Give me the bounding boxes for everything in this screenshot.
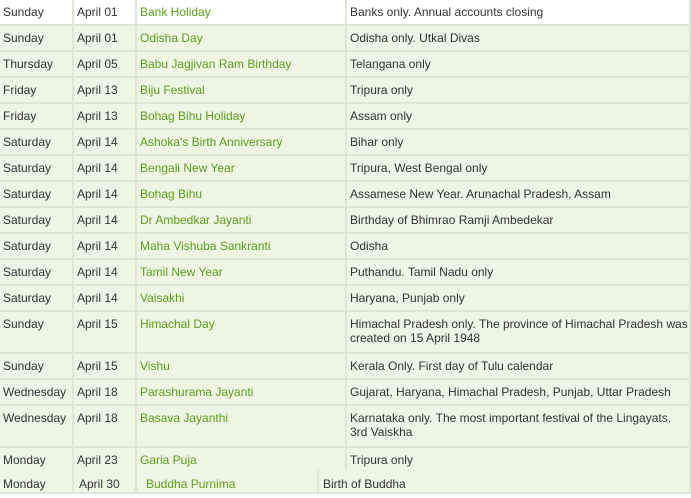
note-text: Gujarat, Haryana, Himachal Pradesh, Punjab, Uttar Pradesh: [350, 385, 671, 399]
day-cell: [0, 260, 74, 286]
table-row: [0, 312, 691, 354]
note-cell: [347, 286, 691, 312]
date-cell: [74, 380, 137, 406]
holiday-name-link[interactable]: Basava Jayanthi: [140, 411, 229, 425]
date-text: April 18: [77, 411, 118, 425]
name-cell: [137, 52, 347, 78]
holiday-name-link[interactable]: Maha Vishuba Sankranti: [140, 239, 271, 253]
note-text: Telangana only: [350, 57, 431, 71]
holiday-name-link[interactable]: Vaisakhi: [140, 291, 185, 305]
holiday-name-link[interactable]: Babu Jagjivan Ram Birthday: [140, 57, 292, 71]
day-cell: [0, 0, 74, 26]
day-text: Saturday: [3, 239, 52, 253]
note-text: Tripura only: [350, 83, 413, 97]
day-text: Wednesday: [3, 385, 67, 399]
note-text: Odisha only. Utkal Divas: [350, 31, 480, 45]
table-row: [0, 0, 691, 26]
date-text: April 14: [77, 187, 118, 201]
date-cell: [74, 26, 137, 52]
name-cell: [137, 234, 347, 260]
day-text: Monday: [3, 453, 46, 467]
note-text: Kerala Only. First day of Tulu calendar: [350, 359, 554, 373]
table-row: [0, 208, 691, 234]
note-cell: [347, 260, 691, 286]
name-cell: [137, 260, 347, 286]
day-text: Sunday: [3, 31, 44, 45]
holiday-name-link[interactable]: Garia Puja: [140, 453, 197, 467]
name-cell: [137, 130, 347, 156]
date-text: April 15: [77, 317, 118, 331]
name-cell: [137, 312, 347, 354]
holiday-name-link[interactable]: Bank Holiday: [140, 5, 211, 19]
date-text: April 13: [77, 109, 118, 123]
table-row: [0, 26, 691, 52]
day-text: Saturday: [3, 265, 52, 279]
note-text: Karnataka only. The most important festival of the Lingayats. 3rd Vaiskha: [350, 411, 672, 439]
date-text: April 14: [77, 265, 118, 279]
date-cell: [74, 312, 137, 354]
day-text: Sunday: [3, 5, 44, 19]
date-cell: [74, 286, 137, 312]
date-text: April 14: [77, 213, 118, 227]
name-cell: [137, 354, 347, 380]
day-cell: [0, 286, 74, 312]
day-cell: [0, 78, 74, 104]
day-text: Friday: [3, 83, 37, 97]
note-text: Himachal Pradesh only. The province of Himachal Pradesh was created on 15 April 1948: [350, 317, 688, 345]
date-text: April 14: [77, 135, 118, 149]
holiday-name-link[interactable]: Biju Festival: [140, 83, 205, 97]
date-cell: [74, 0, 137, 26]
note-cell: [347, 234, 691, 260]
date-text: April 18: [77, 385, 118, 399]
day-cell: [0, 130, 74, 156]
table-row: [0, 234, 691, 260]
date-cell: [74, 354, 137, 380]
table-row: [0, 156, 691, 182]
name-cell: [137, 182, 347, 208]
name-cell: [137, 406, 347, 448]
name-cell: [137, 380, 347, 406]
date-text: April 14: [77, 291, 118, 305]
day-text: Saturday: [3, 135, 52, 149]
holiday-name-link[interactable]: Dr Ambedkar Jayanti: [140, 213, 252, 227]
note-text: Birthday of Bhimrao Ramji Ambedekar: [350, 213, 554, 227]
note-cell: [347, 354, 691, 380]
note-cell: [347, 312, 691, 354]
holiday-name-link[interactable]: Buddha Purnima: [146, 477, 236, 491]
day-text: Sunday: [3, 359, 44, 373]
note-text: Assamese New Year. Arunachal Pradesh, Assam: [350, 187, 611, 201]
table-row: [0, 182, 691, 208]
date-cell: [74, 130, 137, 156]
day-text: Sunday: [3, 317, 44, 331]
note-cell: [347, 406, 691, 448]
table-row: [0, 260, 691, 286]
day-cell: [0, 312, 74, 354]
date-text: April 13: [77, 83, 118, 97]
note-text: Assam only: [350, 109, 413, 123]
table-row-buddha-purnima: [0, 470, 691, 496]
date-cell: [74, 156, 137, 182]
day-cell: [0, 26, 74, 52]
date-cell: [74, 182, 137, 208]
note-text: Birth of Buddha: [323, 477, 406, 491]
date-text: April 23: [77, 453, 118, 467]
table-row: [0, 130, 691, 156]
table-row: [0, 380, 691, 406]
holiday-name-link[interactable]: Bohag Bihu Holiday: [140, 109, 246, 123]
table-row: [0, 406, 691, 448]
note-text: Banks only. Annual accounts closing: [350, 5, 544, 19]
date-cell: [74, 104, 137, 130]
day-cell: [0, 354, 74, 380]
holiday-name-link[interactable]: Parashurama Jayanti: [140, 385, 254, 399]
name-cell: [137, 104, 347, 130]
day-text: Monday: [3, 477, 46, 491]
note-cell: [347, 0, 691, 26]
date-text: April 01: [77, 31, 118, 45]
note-text: Haryana, Punjab only: [350, 291, 465, 305]
note-cell: [347, 26, 691, 52]
note-cell: [347, 182, 691, 208]
name-cell: [137, 208, 347, 234]
date-text: April 14: [77, 239, 118, 253]
date-cell: [74, 470, 137, 494]
holiday-name-link[interactable]: Odisha Day: [140, 31, 203, 45]
note-text: Bihar only: [350, 135, 404, 149]
day-cell: [0, 52, 74, 78]
day-cell: [0, 208, 74, 234]
note-text: Odisha: [350, 239, 389, 253]
note-cell: [347, 52, 691, 78]
note-cell: [347, 156, 691, 182]
day-text: Wednesday: [3, 411, 67, 425]
holiday-name-link[interactable]: Bohag Bihu: [140, 187, 203, 201]
day-text: Saturday: [3, 291, 52, 305]
day-cell: [0, 470, 74, 494]
note-cell: [347, 130, 691, 156]
date-text: April 01: [77, 5, 118, 19]
day-text: Saturday: [3, 161, 52, 175]
date-cell: [74, 78, 137, 104]
day-text: Friday: [3, 109, 37, 123]
day-cell: [0, 182, 74, 208]
holiday-name-link[interactable]: Ashoka's Birth Anniversary: [140, 135, 283, 149]
name-cell: [137, 0, 347, 26]
date-cell: [74, 260, 137, 286]
name-cell: [137, 286, 347, 312]
day-text: Saturday: [3, 187, 52, 201]
holiday-name-link[interactable]: Himachal Day: [140, 317, 215, 331]
note-cell: [347, 78, 691, 104]
table-row: [0, 286, 691, 312]
note-text: Tripura, West Bengal only: [350, 161, 488, 175]
day-cell: [0, 234, 74, 260]
day-text: Thursday: [3, 57, 54, 71]
date-text: April 30: [79, 477, 120, 491]
table-row: [0, 104, 691, 130]
name-cell: [137, 26, 347, 52]
day-cell: [0, 156, 74, 182]
date-cell: [74, 52, 137, 78]
holiday-name-link[interactable]: Bengali New Year: [140, 161, 235, 175]
date-cell: [74, 234, 137, 260]
holiday-name-link[interactable]: Tamil New Year: [140, 265, 223, 279]
day-cell: [0, 104, 74, 130]
date-text: April 15: [77, 359, 118, 373]
name-cell: [137, 78, 347, 104]
note-cell: [347, 380, 691, 406]
day-cell: [0, 406, 74, 448]
table-row: [0, 52, 691, 78]
table-row: [0, 78, 691, 104]
day-text: Saturday: [3, 213, 52, 227]
name-cell: [137, 156, 347, 182]
date-text: April 05: [77, 57, 118, 71]
note-cell: [347, 104, 691, 130]
note-cell: [319, 470, 691, 494]
date-cell: [74, 406, 137, 448]
note-cell: [347, 208, 691, 234]
table-row: [0, 354, 691, 380]
name-cell: [137, 470, 319, 494]
date-cell: [74, 208, 137, 234]
holiday-name-link[interactable]: Vishu: [140, 359, 170, 373]
date-text: April 14: [77, 161, 118, 175]
note-text: Tripura only: [350, 453, 413, 467]
day-cell: [0, 380, 74, 406]
note-text: Puthandu. Tamil Nadu only: [350, 265, 494, 279]
